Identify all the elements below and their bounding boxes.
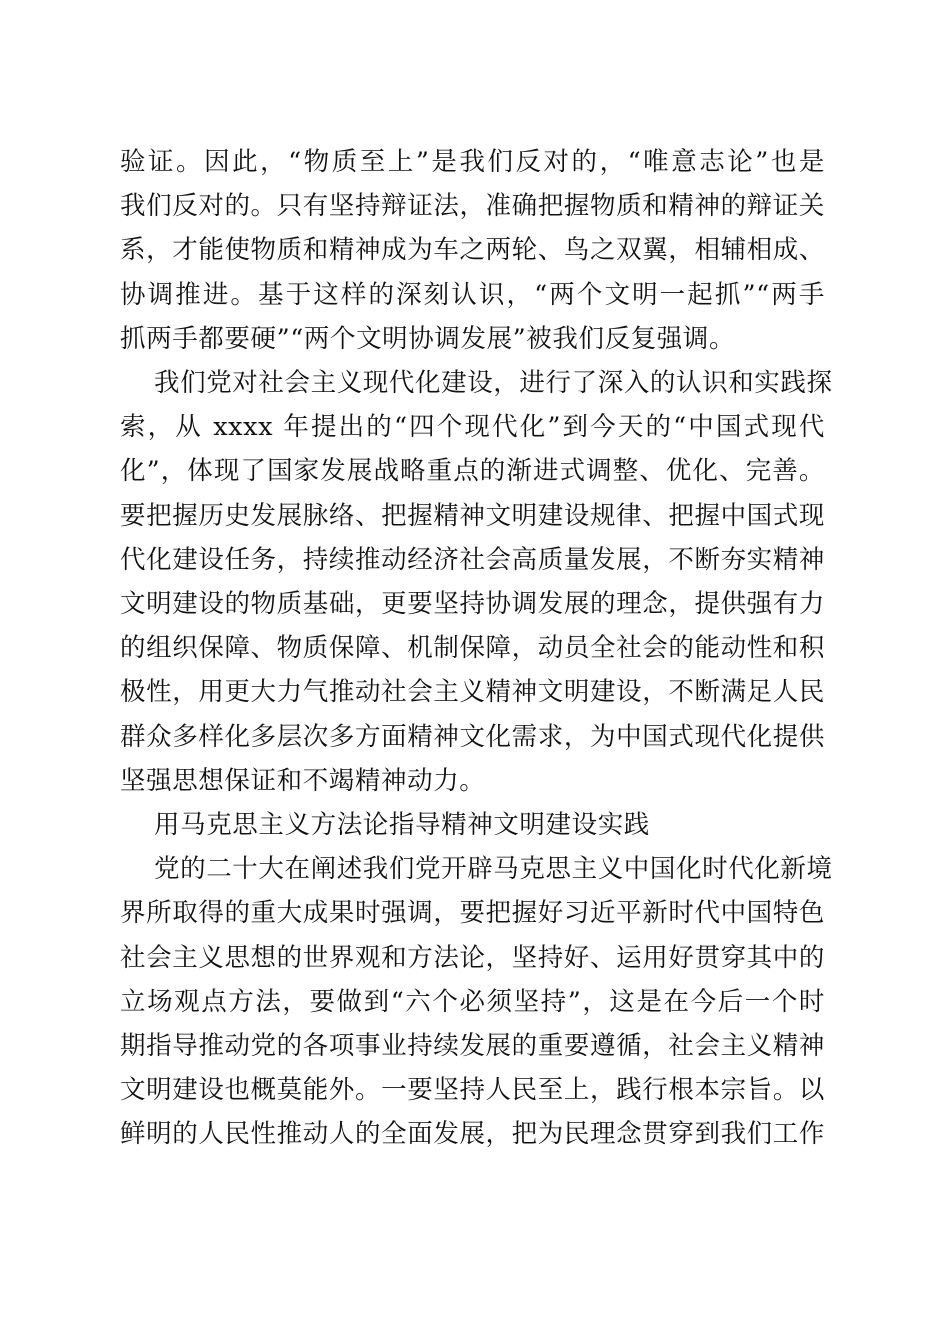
text-line: 立场观点方法，要做到“六个必须坚持”，这是在今后一个时	[120, 986, 825, 1017]
text-line: 党的二十大在阐述我们党开辟马克思主义中国化时代化新境	[154, 854, 833, 885]
text-line: 我们党对社会主义现代化建设，进行了深入的认识和实践探	[154, 368, 833, 399]
text-line: 界所取得的重大成果时强调，要把握好习近平新时代中国特色	[120, 898, 825, 929]
document-body	[120, 140, 833, 1157]
text-line: 协调推进。基于这样的深刻认识，“两个文明一起抓”“两手	[120, 279, 825, 310]
text-line: 鲜明的人民性推动人的全面发展，把为民理念贯穿到我们工作	[120, 1119, 825, 1150]
text-line: 社会主义思想的世界观和方法论，坚持好、运用好贯穿其中的	[120, 942, 825, 973]
text-line: 要把握历史发展脉络、把握精神文明建设规律、把握中国式现	[120, 500, 825, 531]
paragraph	[120, 140, 825, 361]
text-line: 群众多样化多层次多方面精神文化需求，为中国式现代化提供	[120, 721, 825, 752]
text-line: 化”，体现了国家发展战略重点的渐进式调整、优化、完善。	[120, 456, 825, 487]
text-line: 文明建设也概莫能外。一要坚持人民至上，践行根本宗旨。以	[120, 1075, 825, 1106]
text-line: 期指导推动党的各项事业持续发展的重要遵循，社会主义精神	[120, 1031, 825, 1062]
text-line: 极性，用更大力气推动社会主义精神文明建设，不断满足人民	[120, 677, 825, 708]
text-line: 索，从 xxxx 年提出的“四个现代化”到今天的“中国式现代	[120, 412, 825, 443]
text-line: 验证。因此，“物质至上”是我们反对的，“唯意志论”也是	[120, 147, 825, 177]
text-line: 我们反对的。只有坚持辩证法，准确把握物质和精神的辩证关	[120, 191, 825, 222]
section-heading	[120, 803, 825, 847]
text-line: 系，才能使物质和精神成为车之两轮、鸟之双翼，相辅相成、	[120, 235, 825, 266]
text-line: 文明建设的物质基础，更要坚持协调发展的理念，提供强有力	[120, 589, 825, 620]
section-heading-text: 用马克思主义方法论指导精神文明建设实践	[154, 810, 650, 841]
text-line: 坚强思想保证和不竭精神动力。	[120, 765, 486, 796]
paragraph	[120, 361, 833, 803]
text-line: 的组织保障、物质保障、机制保障，动员全社会的能动性和积	[120, 633, 825, 664]
text-line: 代化建设任务，持续推动经济社会高质量发展，不断夯实精神	[120, 544, 825, 575]
paragraph	[120, 847, 833, 1156]
text-line: 抓两手都要硬”“两个文明协调发展”被我们反复强调。	[120, 323, 736, 354]
